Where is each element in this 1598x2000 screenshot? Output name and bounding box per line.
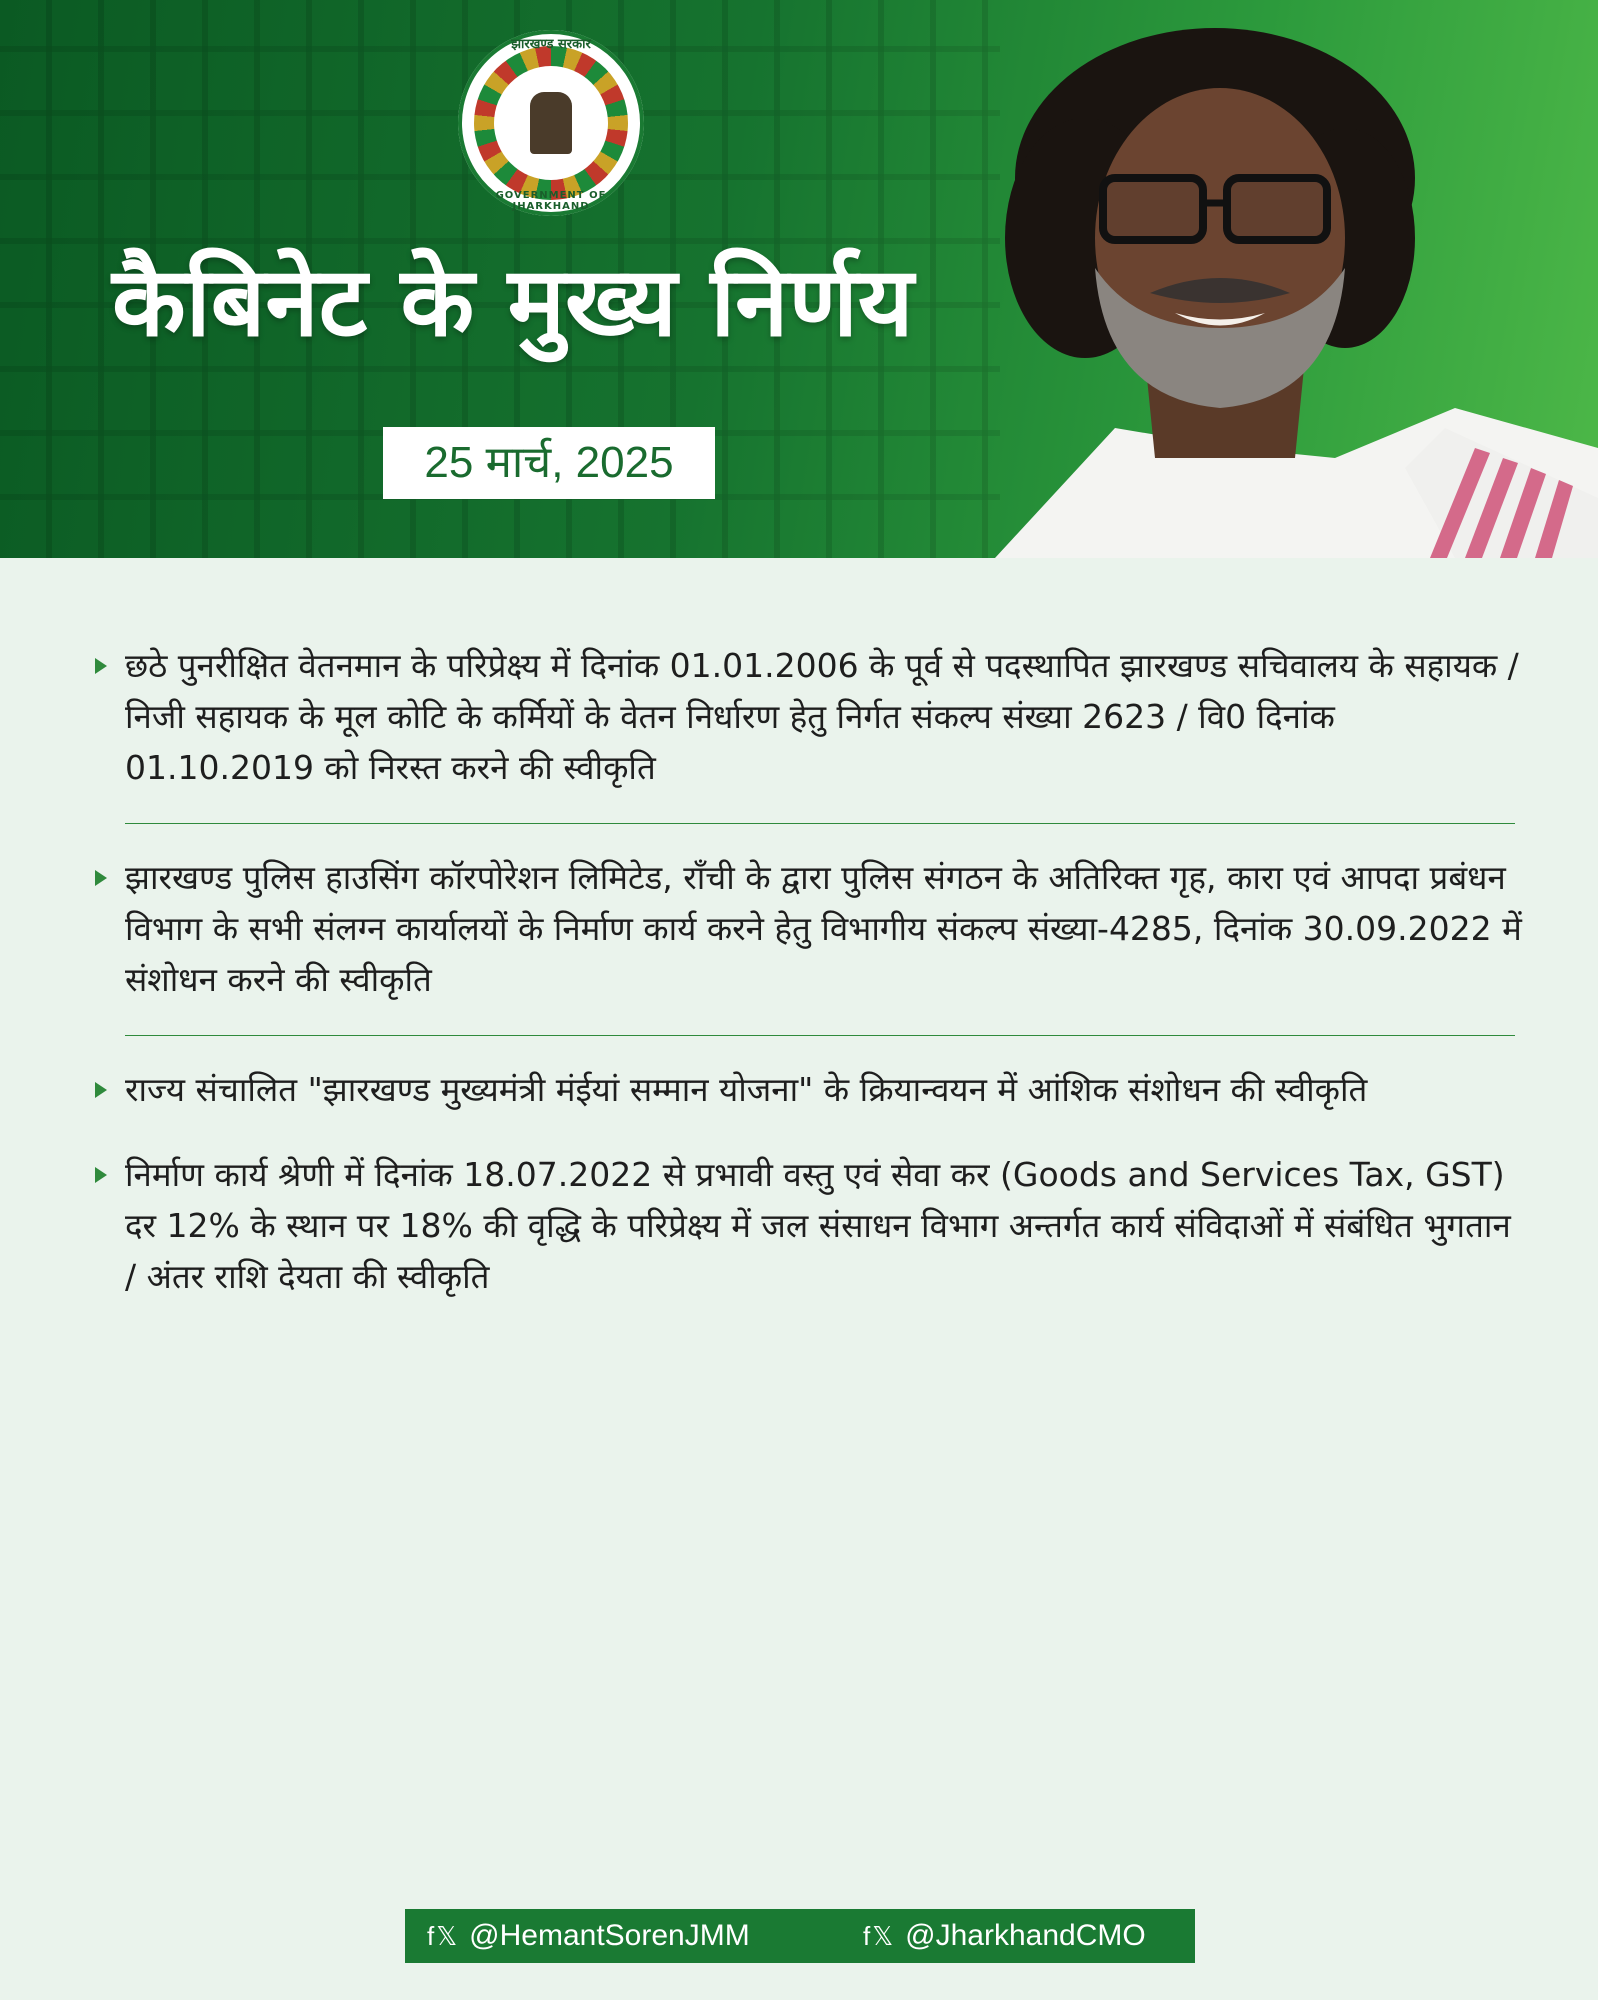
spacer — [95, 1115, 1525, 1149]
handle-text: @JharkhandCMO — [905, 1919, 1146, 1952]
decision-item-1 — [95, 640, 1525, 793]
decision-list — [95, 640, 1525, 1302]
ashoka-emblem-icon — [530, 92, 572, 154]
decision-text: राज्य संचालित "झारखण्ड मुख्यमंत्री मंईयां सम्मान योजना" के क्रियान्वयन में आंशिक संशोधन की स्वीकृति — [125, 1070, 1368, 1109]
decision-text: छठे पुनरीक्षित वेतनमान के परिप्रेक्ष्य में दिनांक 01.01.2006 के पूर्व से पदस्थापित झारखण्ड सचिवालय के सहायक / निजी सहायक के मूल कोटि के कर्मियों के वेतन निर्धारण हेतु निर्गत संकल्प संख्या 2623 / वि0 दिनांक 01.10.2019 को निरस्त करने की स्वीकृति — [125, 646, 1519, 787]
decision-item-2 — [95, 852, 1525, 1005]
triangle-bullet-icon — [95, 870, 107, 886]
social-handle-cmo[interactable] — [863, 1909, 1146, 1963]
triangle-bullet-icon — [95, 1082, 107, 1098]
triangle-bullet-icon — [95, 1167, 107, 1183]
page-title: कैबिनेट के मुख्य निर्णय — [112, 246, 914, 358]
divider — [125, 823, 1515, 824]
facebook-x-icon: f𝕏 — [863, 1921, 896, 1951]
decision-item-3 — [95, 1064, 1525, 1115]
chief-minister-portrait — [975, 28, 1598, 558]
date-badge: 25 मार्च, 2025 — [383, 427, 715, 499]
header-banner — [0, 0, 1598, 558]
emblem-bottom-text: GOVERNMENT OF JHARKHAND — [495, 190, 607, 212]
triangle-bullet-icon — [95, 658, 107, 674]
jharkhand-government-emblem — [458, 30, 644, 216]
handle-text: @HemantSorenJMM — [469, 1919, 750, 1952]
decision-text: झारखण्ड पुलिस हाउसिंग कॉरपोरेशन लिमिटेड, राँची के द्वारा पुलिस संगठन के अतिरिक्त गृह, कारा एवं आपदा प्रबंधन विभाग के सभी संलग्न कार्यालयों के निर्माण कार्य करने हेतु विभागीय संकल्प संख्या-4285, दिनांक 30.09.2022 में संशोधन करने की स्वीकृति — [125, 858, 1522, 999]
social-handle-hemant[interactable] — [427, 1909, 750, 1963]
emblem-top-text: झारखण्ड सरकार — [511, 37, 591, 52]
decision-item-4 — [95, 1149, 1525, 1302]
facebook-x-icon: f𝕏 — [427, 1921, 460, 1951]
social-footer — [405, 1909, 1195, 1963]
decision-text: निर्माण कार्य श्रेणी में दिनांक 18.07.2022 से प्रभावी वस्तु एवं सेवा कर (Goods and Services Tax, GST) दर 12% के स्थान पर 18% की वृद्धि के परिप्रेक्ष्य में जल संसाधन विभाग अन्तर्गत कार्य संविदाओं में संबंधित भुगतान / अंतर राशि देयता की स्वीकृति — [125, 1155, 1511, 1296]
divider — [125, 1035, 1515, 1036]
